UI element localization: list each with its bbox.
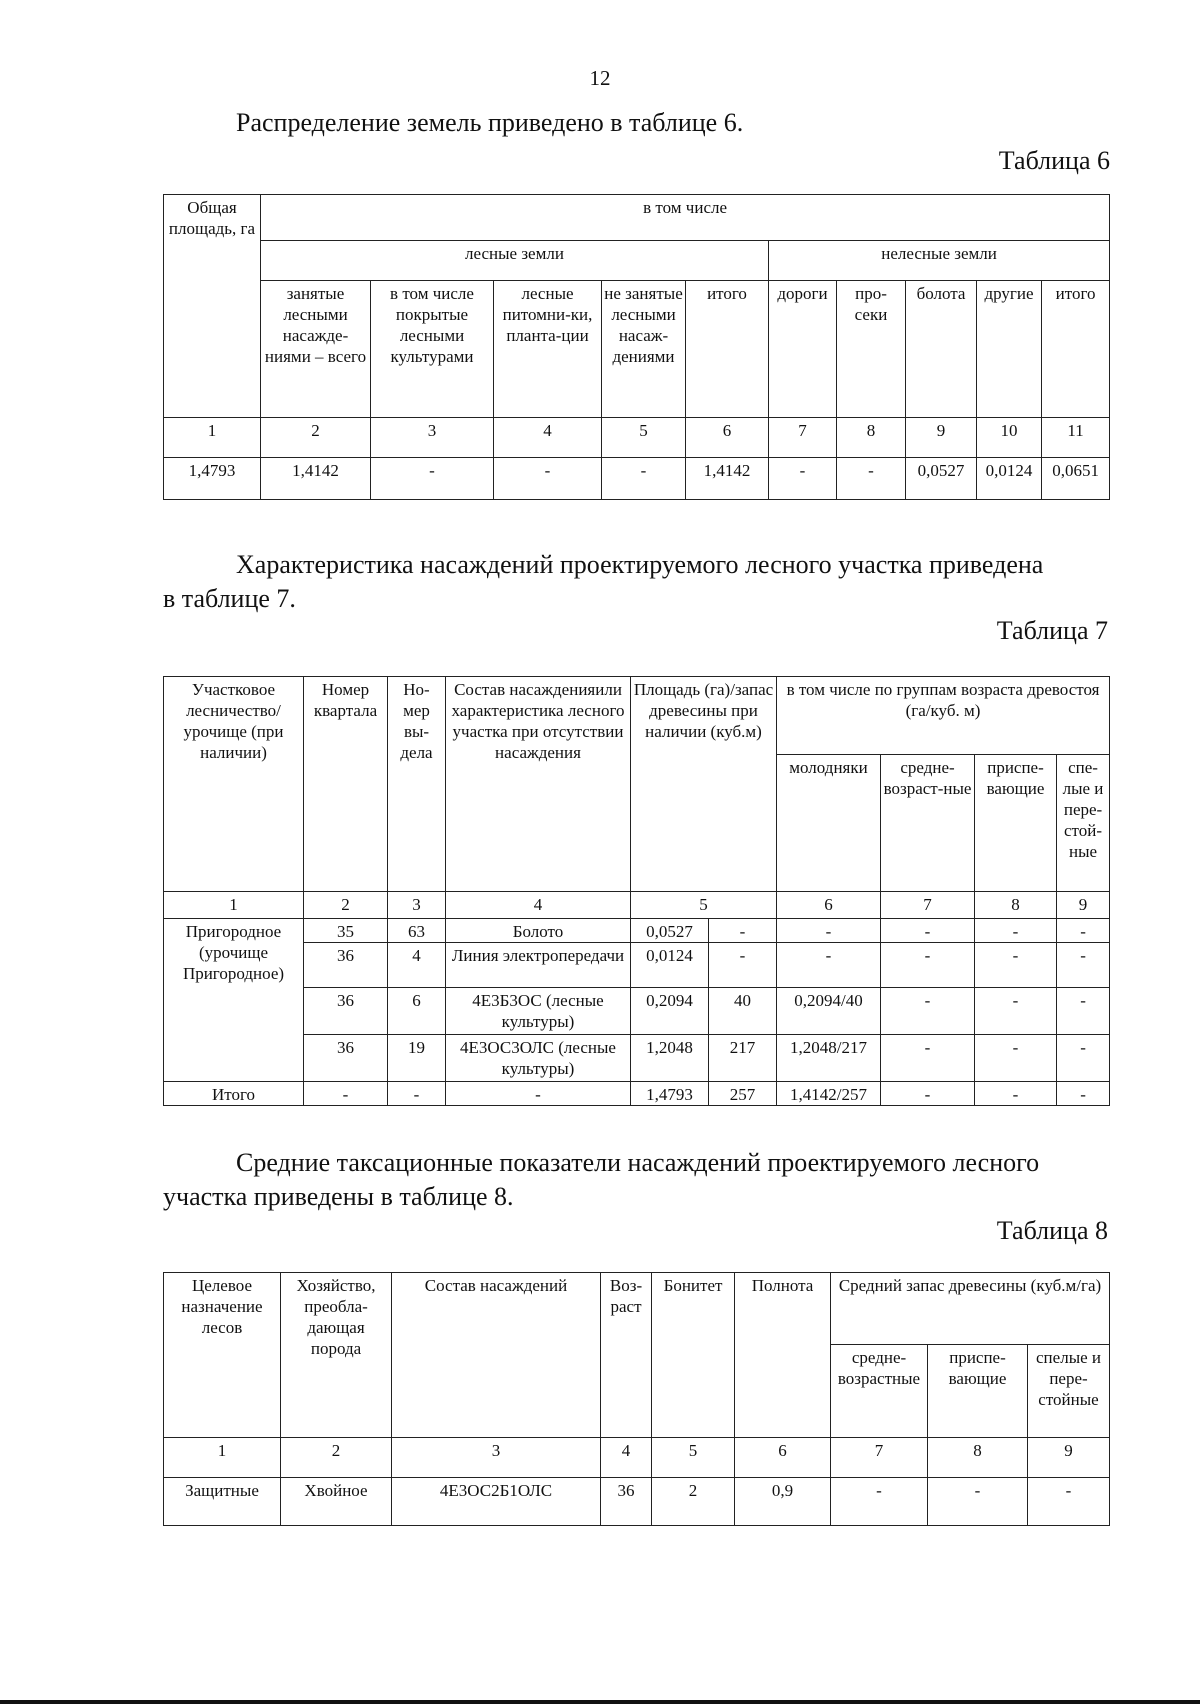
t7-header-plot: Но-мер вы-дела <box>388 677 446 892</box>
t6-colnum: 9 <box>906 418 977 458</box>
table-8 <box>163 1272 1110 1526</box>
table6-caption: Таблица 6 <box>998 146 1110 175</box>
t7-total-label: Итого <box>164 1082 304 1106</box>
t7-cell: - <box>304 1082 388 1106</box>
t7-colnum: 8 <box>975 892 1057 919</box>
table7-caption: Таблица 7 <box>996 616 1108 645</box>
t8-cell: 2 <box>652 1478 735 1526</box>
t7-cell: Линия электропередачи <box>446 943 631 988</box>
t7-cell: - <box>446 1082 631 1106</box>
t7-cell: - <box>709 943 777 988</box>
t6-colnum: 1 <box>164 418 261 458</box>
table8-caption: Таблица 8 <box>996 1216 1108 1245</box>
t7-cell: 1,4142/257 <box>777 1082 881 1106</box>
t8-cell: - <box>831 1478 928 1526</box>
paragraph-table6-intro: Распределение земель приведено в таблице 6. <box>236 108 744 137</box>
t7-header-age-groups: в том числе по группам возраста древостоя (га/куб. м) <box>777 677 1110 755</box>
t7-cell: 36 <box>304 988 388 1035</box>
t7-cell: - <box>1057 943 1110 988</box>
t6-cell: - <box>837 458 906 500</box>
t7-cell: 19 <box>388 1035 446 1082</box>
t7-cell: 35 <box>304 919 388 943</box>
t7-header-quarter: Номер квартала <box>304 677 388 892</box>
t6-colnum: 8 <box>837 418 906 458</box>
t8-colnum: 6 <box>735 1438 831 1478</box>
t7-forestry-name: Пригородное (урочище Пригородное) <box>164 919 304 1082</box>
t7-cell: 63 <box>388 919 446 943</box>
t8-colnum: 5 <box>652 1438 735 1478</box>
t7-cell: - <box>1057 919 1110 943</box>
paragraph-table7-intro-line2: в таблице 7. <box>163 584 296 613</box>
t8-header-composition: Состав насаждений <box>392 1273 601 1438</box>
t6-subheader: про-секи <box>837 281 906 418</box>
paragraph-table7-intro-line1: Характеристика насаждений проектируемого лесного участка приведена <box>236 550 1044 579</box>
t6-cell: 1,4142 <box>686 458 769 500</box>
t7-cell: - <box>881 988 975 1035</box>
t7-cell: - <box>975 943 1057 988</box>
t8-header-maturing: приспе-вающие <box>928 1345 1028 1438</box>
t6-header-total-area: Общая площадь, га <box>164 195 261 418</box>
t8-header-bonitet: Бонитет <box>652 1273 735 1438</box>
t7-cell: 0,2094 <box>631 988 709 1035</box>
t8-header-avg-stock: Средний запас древесины (куб.м/га) <box>831 1273 1110 1345</box>
paragraph-table8-intro-line2: участка приведены в таблице 8. <box>163 1182 514 1211</box>
t6-colnum: 10 <box>977 418 1042 458</box>
t6-header-forest-lands: лесные земли <box>261 241 769 281</box>
t6-cell: 0,0527 <box>906 458 977 500</box>
t8-colnum: 7 <box>831 1438 928 1478</box>
t7-cell: - <box>1057 1035 1110 1082</box>
t6-colnum: 11 <box>1042 418 1110 458</box>
t8-cell: Защитные <box>164 1478 281 1526</box>
t7-cell: Болото <box>446 919 631 943</box>
t7-cell: - <box>881 1035 975 1082</box>
t6-cell: - <box>494 458 602 500</box>
t7-colnum: 6 <box>777 892 881 919</box>
t8-cell: 0,9 <box>735 1478 831 1526</box>
t7-cell: - <box>881 1082 975 1106</box>
t6-cell: - <box>371 458 494 500</box>
t6-subheader: не занятые лесными насаж-дениями <box>602 281 686 418</box>
t6-subheader: дороги <box>769 281 837 418</box>
t6-header-nonforest-lands: нелесные земли <box>769 241 1110 281</box>
t6-colnum: 2 <box>261 418 371 458</box>
t7-colnum: 5 <box>631 892 777 919</box>
t7-cell: 1,2048/217 <box>777 1035 881 1082</box>
t7-cell: - <box>975 988 1057 1035</box>
t7-cell: 6 <box>388 988 446 1035</box>
t6-subheader: занятые лесными насажде-ниями – всего <box>261 281 371 418</box>
t8-colnum: 1 <box>164 1438 281 1478</box>
t6-cell: 0,0124 <box>977 458 1042 500</box>
t7-cell: - <box>777 919 881 943</box>
t6-cell: - <box>602 458 686 500</box>
t7-cell: 4Е3Б3ОС (лесные культуры) <box>446 988 631 1035</box>
t7-cell: - <box>388 1082 446 1106</box>
t6-cell: 1,4793 <box>164 458 261 500</box>
t7-header-young: молодняки <box>777 755 881 892</box>
t7-header-mature: спе-лые и пере-стой-ные <box>1057 755 1110 892</box>
t7-header-middle-aged: средне-возраст-ные <box>881 755 975 892</box>
t7-header-area-stock: Площадь (га)/запас древесины при наличии (куб.м) <box>631 677 777 892</box>
t8-header-middle-aged: средне-возрастные <box>831 1345 928 1438</box>
table-7 <box>163 676 1110 1106</box>
t6-subheader: в том числе покрытые лесными культурами <box>371 281 494 418</box>
t7-cell: 1,2048 <box>631 1035 709 1082</box>
t7-colnum: 2 <box>304 892 388 919</box>
t8-cell: - <box>928 1478 1028 1526</box>
t8-cell: Хвойное <box>281 1478 392 1526</box>
t8-colnum: 3 <box>392 1438 601 1478</box>
t6-cell: - <box>769 458 837 500</box>
t6-subheader: итого <box>1042 281 1110 418</box>
t7-header-forestry: Участковое лесничество/ урочище (при наличии) <box>164 677 304 892</box>
t8-cell: 36 <box>601 1478 652 1526</box>
t7-cell: 0,2094/40 <box>777 988 881 1035</box>
t7-cell: 36 <box>304 943 388 988</box>
t6-header-including: в том числе <box>261 195 1110 241</box>
t6-subheader: другие <box>977 281 1042 418</box>
t7-cell: - <box>881 943 975 988</box>
t8-header-age: Воз-раст <box>601 1273 652 1438</box>
t8-colnum: 9 <box>1028 1438 1110 1478</box>
t7-cell: - <box>1057 1082 1110 1106</box>
t7-cell: 257 <box>709 1082 777 1106</box>
t6-colnum: 3 <box>371 418 494 458</box>
t8-header-species: Хозяйство, преобла-дающая порода <box>281 1273 392 1438</box>
t6-cell: 1,4142 <box>261 458 371 500</box>
t7-cell: 0,0527 <box>631 919 709 943</box>
t7-cell: 36 <box>304 1035 388 1082</box>
t7-cell: - <box>975 1082 1057 1106</box>
t7-cell: - <box>709 919 777 943</box>
t7-cell: 0,0124 <box>631 943 709 988</box>
t7-colnum: 4 <box>446 892 631 919</box>
t6-colnum: 7 <box>769 418 837 458</box>
t8-cell: - <box>1028 1478 1110 1526</box>
t7-colnum: 3 <box>388 892 446 919</box>
t7-header-composition: Состав насажденияили характеристика лесного участка при отсутствии насаждения <box>446 677 631 892</box>
paragraph-table8-intro-line1: Средние таксационные показатели насаждений проектируемого лесного <box>236 1148 1040 1177</box>
t8-header-mature: спелые и пере-стойные <box>1028 1345 1110 1438</box>
t7-colnum: 1 <box>164 892 304 919</box>
t7-colnum: 9 <box>1057 892 1110 919</box>
t7-colnum: 7 <box>881 892 975 919</box>
t8-colnum: 2 <box>281 1438 392 1478</box>
t6-subheader: лесные питомни-ки, планта-ции <box>494 281 602 418</box>
t7-header-maturing: приспе-вающие <box>975 755 1057 892</box>
t7-cell: - <box>975 919 1057 943</box>
scan-bottom-edge <box>0 1700 1200 1704</box>
t8-header-purpose: Целевое назначение лесов <box>164 1273 281 1438</box>
t7-cell: 1,4793 <box>631 1082 709 1106</box>
t6-subheader: болота <box>906 281 977 418</box>
t7-cell: 217 <box>709 1035 777 1082</box>
t6-subheader: итого <box>686 281 769 418</box>
page-number: 12 <box>589 66 611 90</box>
t6-colnum: 6 <box>686 418 769 458</box>
t6-colnum: 4 <box>494 418 602 458</box>
t7-cell: - <box>1057 988 1110 1035</box>
table-6 <box>163 194 1110 500</box>
t7-cell: - <box>881 919 975 943</box>
t8-colnum: 8 <box>928 1438 1028 1478</box>
t7-cell: 4 <box>388 943 446 988</box>
t8-colnum: 4 <box>601 1438 652 1478</box>
t7-cell: - <box>975 1035 1057 1082</box>
t7-cell: - <box>777 943 881 988</box>
t6-cell: 0,0651 <box>1042 458 1110 500</box>
t8-cell: 4Е3ОС2Б1ОЛС <box>392 1478 601 1526</box>
t8-header-density: Полнота <box>735 1273 831 1438</box>
t7-cell: 40 <box>709 988 777 1035</box>
t6-colnum: 5 <box>602 418 686 458</box>
t7-cell: 4Е3ОС3ОЛС (лесные культуры) <box>446 1035 631 1082</box>
